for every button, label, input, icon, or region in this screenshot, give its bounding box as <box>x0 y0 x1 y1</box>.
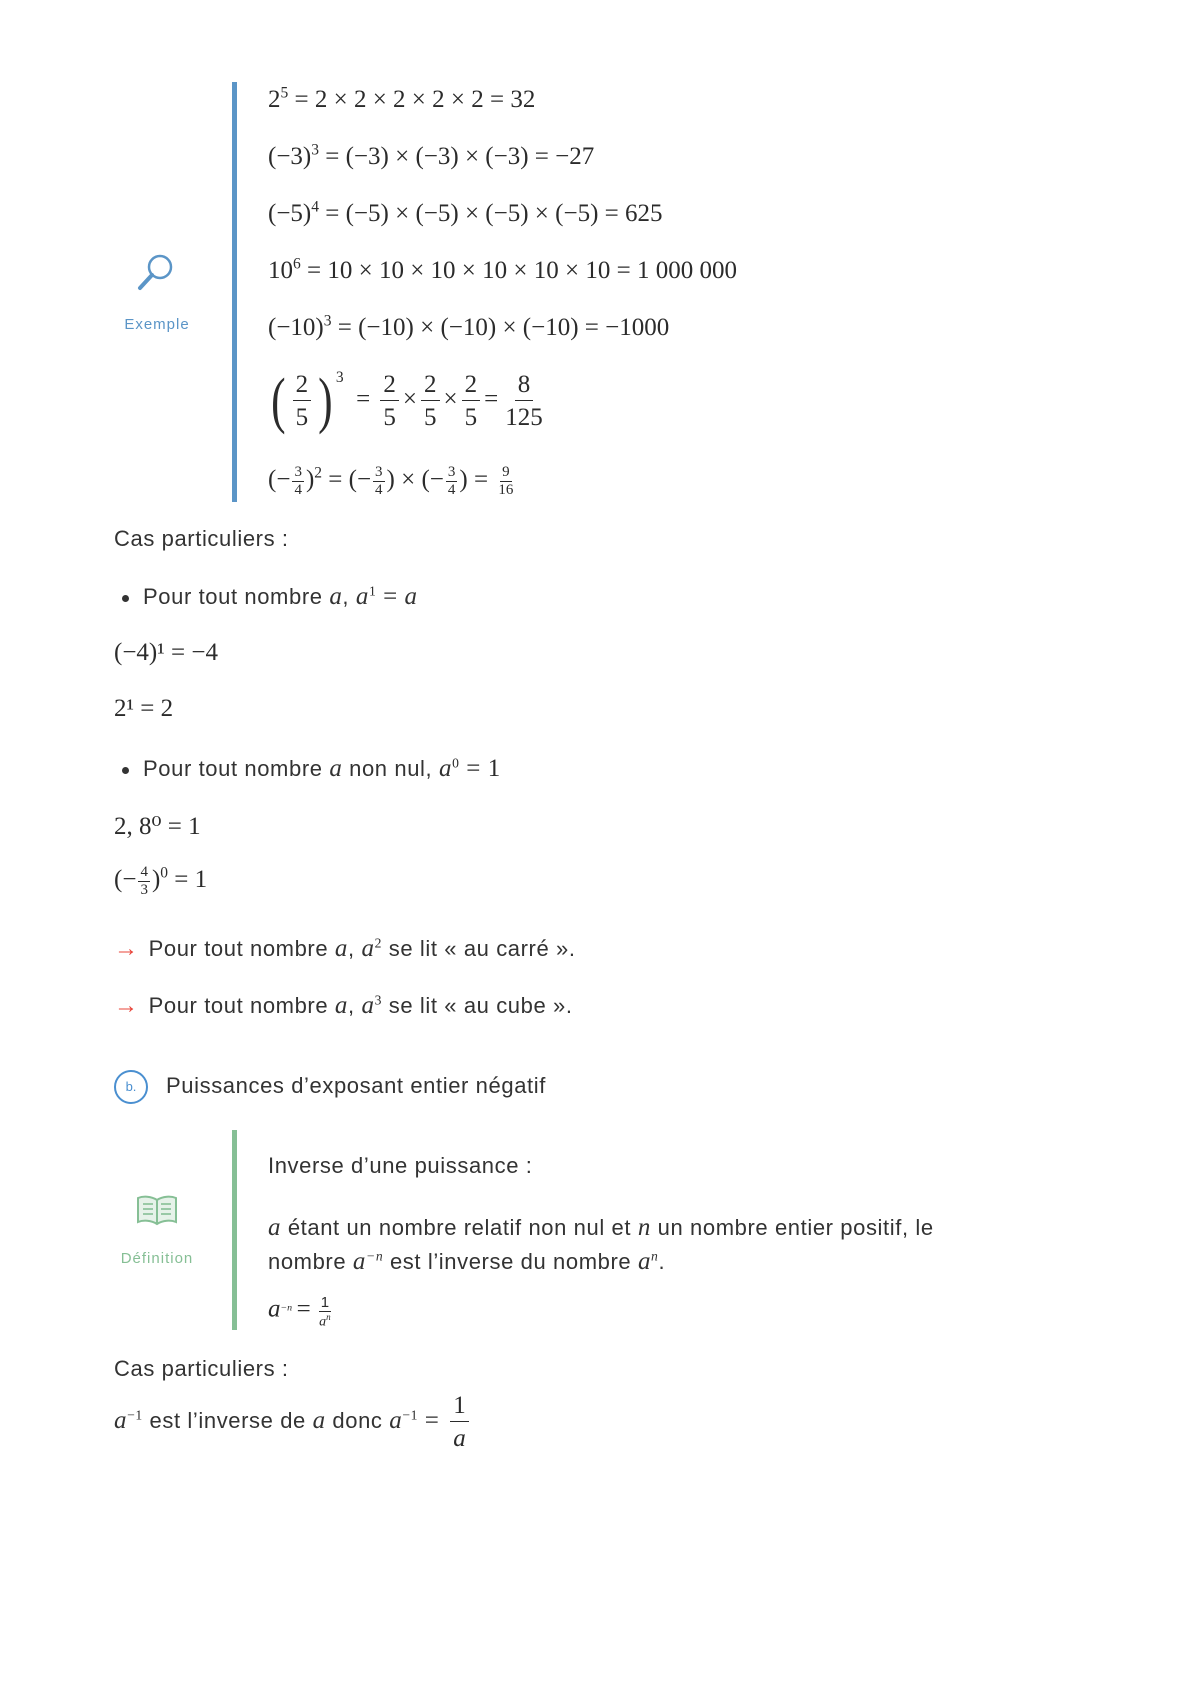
definition-text: a étant un nombre relatif non nul et n un nombre entier positif, le nombre $a^{-n}$ est l’inverse du nombre $a^n$. <box>268 1214 934 1275</box>
magnifier-icon <box>134 251 178 300</box>
open-book-icon <box>134 1192 180 1233</box>
example-equation-row: $10^6 = 10 \times 10 \times 10 \times 10 \times 10 \times 10 = 1$ 000 000 <box>268 255 737 284</box>
arrow-right-icon: → <box>114 992 139 1019</box>
definition-formula: $a^{-n}$ = $\frac{1}{a^n}$ <box>268 1294 331 1330</box>
bullet-dot <box>122 767 129 774</box>
cas-particuliers-heading-2: Cas particuliers : <box>114 1356 289 1381</box>
definition-accent-bar <box>232 1130 237 1330</box>
arrow-right-icon: → <box>114 935 139 962</box>
example-power-zero-b: (− $\frac{4}{3}$ )$^0$ = 1 <box>114 864 208 898</box>
definition-label: Définition <box>120 1250 194 1267</box>
example-power-zero-a: 2, 8⁰ = 1 <box>114 813 201 840</box>
arrow-note-square: → Pour tout nombre a, $a^2$ se lit « au carré ». <box>114 935 576 962</box>
example-power-one-b: 2¹ = 2 <box>114 695 174 722</box>
bullet-power-one: Pour tout nombre a, $a^1 = a$ <box>122 583 418 611</box>
fraction-power-row: ( $\frac{2}{5}$ ) $^3$ = $\frac{2}{5}$ × $\frac{2}{5}$ × $\frac{2}{5}$ = $\frac{8}{125}$ <box>271 367 543 435</box>
cas-particuliers-heading: Cas particuliers : <box>114 526 289 551</box>
example-equation-row: $(-5)^4 = (-5) \times (-5) \times (-5) \times (-5) = 625$ <box>268 198 663 227</box>
example-accent-bar <box>232 82 237 502</box>
section-title: Puissances d’exposant entier négatif <box>166 1073 546 1098</box>
example-equation-row: $(-10)^3 = (-10) \times (-10) \times (-10) = -1000$ <box>268 312 670 341</box>
arrow-note-cube: → Pour tout nombre a, $a^3$ se lit « au cube ». <box>114 992 573 1019</box>
definition-title: Inverse d’une puissance : <box>268 1153 533 1178</box>
small-fraction-power-row: (− $\frac{3}{4}$ )$^2$ = (− $\frac{3}{4}$ ) × (− $\frac{3}{4}$ ) = $\frac{9}{16}$ <box>268 464 514 498</box>
example-equation-row: $(-3)^3 = (-3) \times (-3) \times (-3) = -27$ <box>268 141 595 170</box>
example-label: Exemple <box>124 316 190 333</box>
section-badge: b. <box>114 1070 148 1104</box>
bullet-dot <box>122 595 129 602</box>
bullet-power-zero: Pour tout nombre a non nul, $a^0 = 1$ <box>122 755 501 783</box>
inverse-note: $a^{-1}$ est l’inverse de a donc $a^{-1}$ = $\frac{1}{a}$ <box>114 1393 473 1451</box>
example-equation-row: $2^5 = 2 \times 2 \times 2 \times 2 \times 2 = 32$ <box>268 84 536 113</box>
example-power-one-a: (−4)¹ = −4 <box>114 639 218 666</box>
